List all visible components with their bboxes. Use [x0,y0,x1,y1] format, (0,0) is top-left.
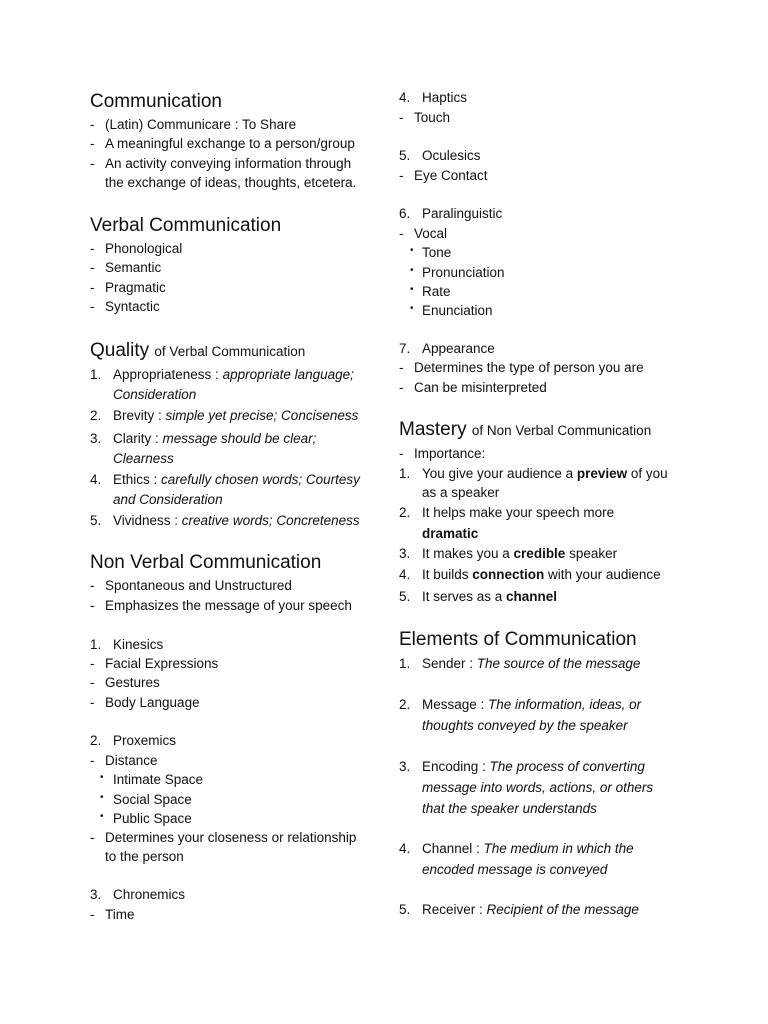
list-item: - An activity conveying information through [90,156,352,171]
list-item: - Syntactic [90,299,160,314]
list-item: - Spontaneous and Unstructured [90,578,292,593]
numbered-item-continuation: thoughts conveyed by the speaker [422,718,628,733]
numbered-heading: 4. Haptics [399,90,468,105]
numbered-heading: 6. Paralinguistic [399,206,503,221]
list-item: - Semantic [90,260,162,275]
section-title-quality: Quality of Verbal Communication [90,340,306,361]
numbered-item: 2. Message : The information, ideas, or [399,697,642,712]
numbered-heading: 2. Proxemics [90,733,177,748]
list-item-continuation: the exchange of ideas, thoughts, etcetera. [105,175,357,190]
bullet-item: • Enunciation [410,303,493,318]
numbered-item: 4. Channel : The medium in which the [399,841,634,856]
list-item: - Vocal [399,226,448,241]
numbered-item: 4. It builds connection with your audience [399,567,661,582]
list-item: - Importance: [399,446,486,461]
numbered-item-continuation: dramatic [422,526,479,541]
numbered-item: 3. Clarity : message should be clear; [90,431,317,446]
numbered-item-continuation: Consideration [113,387,197,402]
section-title-elements: Elements of Communication [399,629,637,650]
list-item: - Distance [90,753,158,768]
numbered-item: 5. Receiver : Recipient of the message [399,902,639,917]
numbered-item-continuation: as a speaker [422,485,500,500]
list-item: - Body Language [90,695,200,710]
list-item: - A meaningful exchange to a person/group [90,136,355,151]
numbered-item: 2. It helps make your speech more [399,505,615,520]
numbered-item-continuation: and Consideration [113,492,223,507]
list-item: - Facial Expressions [90,656,219,671]
numbered-heading: 3. Chronemics [90,887,186,902]
list-item: - Determines the type of person you are [399,360,644,375]
bullet-item: • Public Space [100,811,192,826]
numbered-item-continuation: that the speaker understands [422,801,597,816]
list-item: - Time [90,907,135,922]
section-title-communication: Communication [90,91,222,112]
list-item: - Can be misinterpreted [399,380,547,395]
numbered-item-continuation: Clearness [113,451,174,466]
section-title-mastery: Mastery of Non Verbal Communication [399,419,652,440]
numbered-item: 1. Appropriateness : appropriate language; [90,367,354,382]
numbered-item: 3. Encoding : The process of converting [399,759,645,774]
numbered-heading: 1. Kinesics [90,637,164,652]
list-item: - Eye Contact [399,168,488,183]
numbered-item-continuation: encoded message is conveyed [422,862,608,877]
numbered-item: 5. Vividness : creative words; Concreteness [90,513,360,528]
numbered-item: 1. Sender : The source of the message [399,656,641,671]
bullet-item: • Pronunciation [410,265,505,280]
list-item: - Determines your closeness or relationship [90,830,357,845]
list-item-continuation: to the person [105,849,184,864]
list-item: - Gestures [90,675,160,690]
bullet-item: • Tone [410,245,452,260]
list-item: - (Latin) Communicare : To Share [90,117,297,132]
bullet-item: • Rate [410,284,451,299]
section-title-nonverbal: Non Verbal Communication [90,552,322,573]
list-item: - Emphasizes the message of your speech [90,598,352,613]
numbered-item: 3. It makes you a credible speaker [399,546,618,561]
list-item: - Touch [399,110,451,125]
numbered-item: 5. It serves as a channel [399,589,558,604]
list-item: - Pragmatic [90,280,166,295]
numbered-item-continuation: message into words, actions, or others [422,780,654,795]
list-item: - Phonological [90,241,183,256]
section-title-verbal: Verbal Communication [90,215,282,236]
numbered-heading: 5. Oculesics [399,148,481,163]
numbered-item: 4. Ethics : carefully chosen words; Courtesy [90,472,360,487]
bullet-item: • Social Space [100,792,192,807]
numbered-item: 1. You give your audience a preview of you [399,466,668,481]
numbered-heading: 7. Appearance [399,341,495,356]
numbered-item: 2. Brevity : simple yet precise; Conciseness [90,408,359,423]
bullet-item: • Intimate Space [100,772,204,787]
